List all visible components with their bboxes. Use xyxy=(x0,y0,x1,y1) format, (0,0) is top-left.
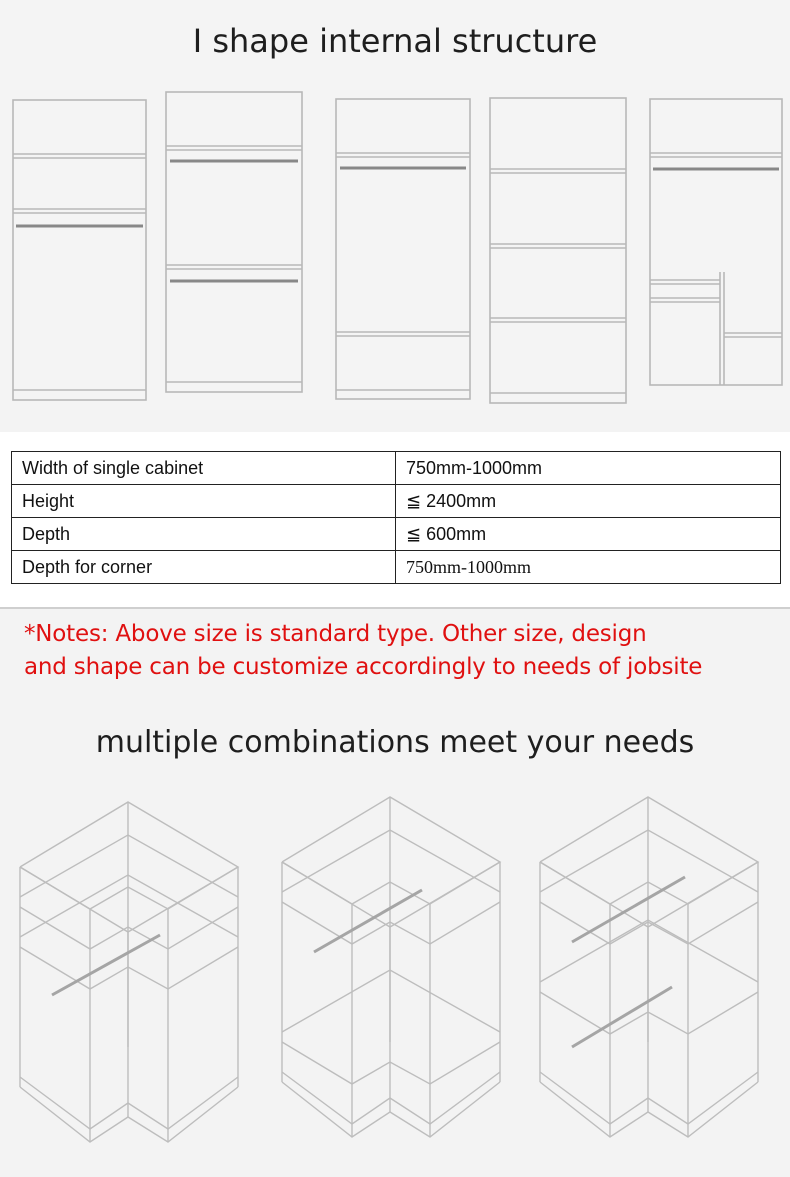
table-row xyxy=(12,485,781,518)
cabinet-diagram-2 xyxy=(166,92,302,392)
notes-line-2: and shape can be customize accordingly to needs of jobsite xyxy=(24,654,703,680)
i-shape-cabinet-diagrams xyxy=(0,0,790,410)
customization-notes xyxy=(24,618,784,684)
spec-value: 750mm-1000mm xyxy=(396,551,781,584)
spec-label: Height xyxy=(12,485,396,518)
spec-table xyxy=(11,451,781,584)
corner-combination-diagrams xyxy=(0,787,790,1177)
table-row xyxy=(12,518,781,551)
spec-label: Depth xyxy=(12,518,396,551)
spec-value: ≦ 600mm xyxy=(396,518,781,551)
cabinet-diagram-4 xyxy=(490,98,626,403)
spec-label: Depth for corner xyxy=(12,551,396,584)
table-row xyxy=(12,452,781,485)
notes-line-1: *Notes: Above size is standard type. Other size, design xyxy=(24,621,647,647)
spec-value: 750mm-1000mm xyxy=(396,452,781,485)
combinations-title: multiple combinations meet your needs xyxy=(95,725,695,760)
table-row xyxy=(12,551,781,584)
spec-section xyxy=(0,432,790,609)
spec-value: ≦ 2400mm xyxy=(396,485,781,518)
corner-combination-2 xyxy=(282,797,500,1137)
cabinet-diagram-3 xyxy=(336,99,470,399)
corner-combination-1 xyxy=(20,802,238,1142)
i-shape-title: I shape internal structure xyxy=(192,22,598,60)
spec-label: Width of single cabinet xyxy=(12,452,396,485)
cabinet-diagram-1 xyxy=(13,100,146,400)
corner-combination-3 xyxy=(540,797,758,1137)
cabinet-diagram-5 xyxy=(650,99,782,385)
